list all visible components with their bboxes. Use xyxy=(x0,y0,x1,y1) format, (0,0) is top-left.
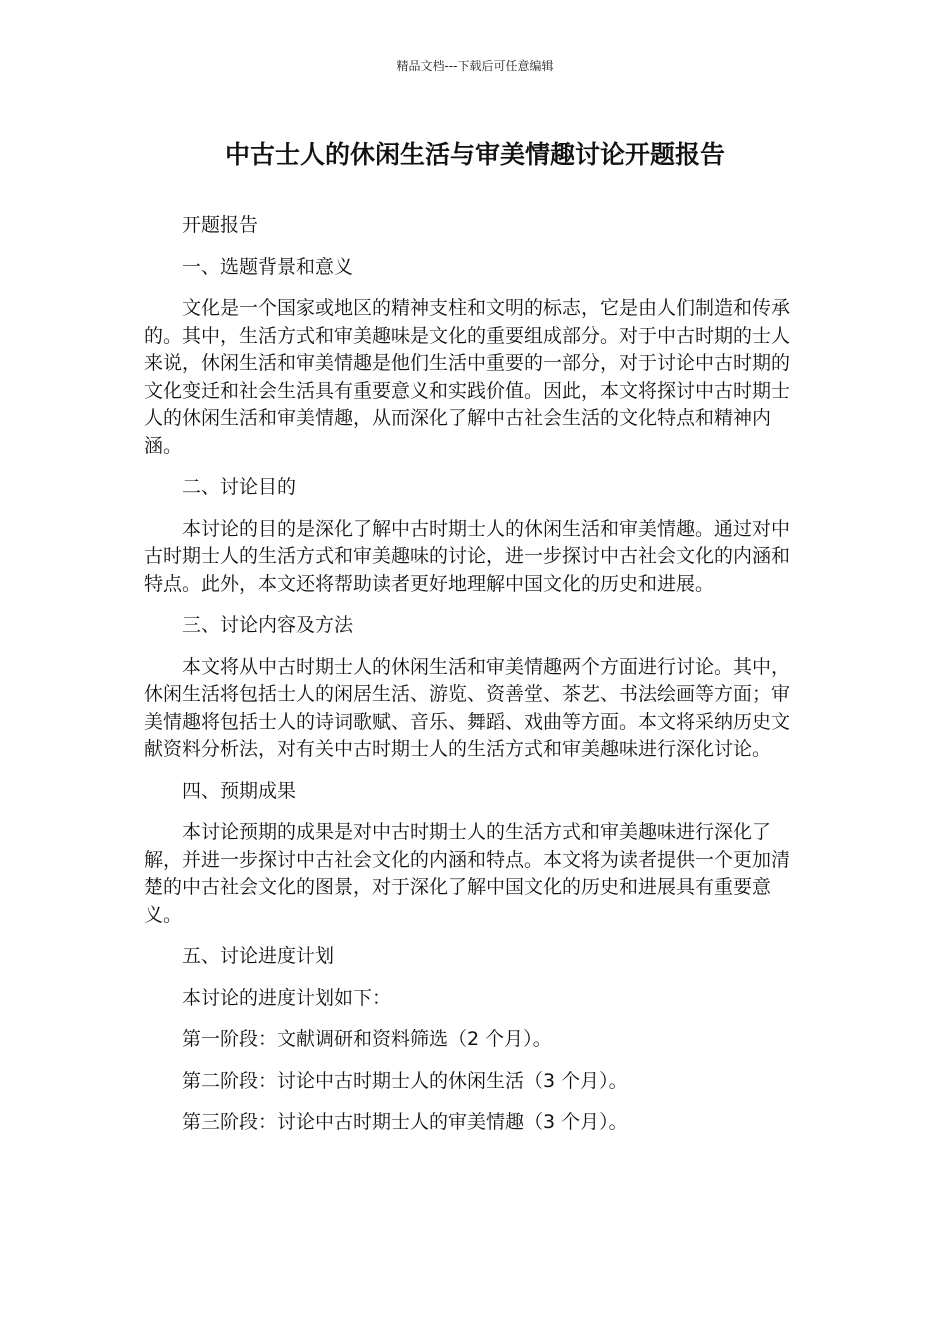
section-heading-purpose: 二、讨论目的 xyxy=(182,476,297,498)
schedule-item: 第三阶段：讨论中古时期士人的审美情趣（3 个月）。 xyxy=(182,1111,628,1133)
section-heading-schedule: 五、讨论进度计划 xyxy=(182,945,335,967)
section-heading-content-method: 三、讨论内容及方法 xyxy=(182,614,354,636)
section-heading-background: 一、选题背景和意义 xyxy=(182,255,354,278)
section-heading-expected-results: 四、预期成果 xyxy=(182,779,297,802)
paragraph-expected-results: 本讨论预期的成果是对中古时期士人的生活方式和审美趣味进行深化了解，并进一步探讨中古社会文化的内涵和特点。本文将为读者提供一个更加清楚的中古社会文化的图景，对于深化了解中国文化的历史和进展具有重要意义。 xyxy=(144,821,791,926)
paragraph-purpose: 本讨论的目的是深化了解中古时期士人的休闲生活和审美情趣。通过对中古时期士人的生活方式和审美趣味的讨论，进一步探讨中古社会文化的内涵和特点。此外，本文还将帮助读者更好地理解中国文化的历史和进展。 xyxy=(144,517,791,595)
report-label: 开题报告 xyxy=(182,214,259,236)
paragraph-content-method: 本文将从中古时期士人的休闲生活和审美情趣两个方面进行讨论。其中，休闲生活将包括士人的闲居生活、游览、资善堂、茶艺、书法绘画等方面；审美情趣将包括士人的诗词歌赋、音乐、舞蹈、戏曲等方面。本文将采纳历史文献资料分析法，对有关中古时期士人的生活方式和审美趣味进行深化讨论。 xyxy=(144,655,791,760)
document-body xyxy=(144,212,798,1151)
schedule-item: 第一阶段：文献调研和资料筛选（2 个月）。 xyxy=(182,1028,552,1050)
document-title: 中古士人的休闲生活与审美情趣讨论开题报告 xyxy=(224,140,725,169)
paragraph-background: 文化是一个国家或地区的精神支柱和文明的标志，它是由人们制造和传承的。其中，生活方式和审美趣味是文化的重要组成部分。对于中古时期的士人来说，休闲生活和审美情趣是他们生活中重要的一部分，对于讨论中古时期的文化变迁和社会生活具有重要意义和实践价值。因此，本文将探讨中古时期士人的休闲生活和审美情趣，从而深化了解中古社会生活的文化特点和精神内涵。 xyxy=(144,297,791,457)
schedule-intro: 本讨论的进度计划如下： xyxy=(182,986,392,1009)
schedule-item: 第二阶段：讨论中古时期士人的休闲生活（3 个月）。 xyxy=(182,1069,628,1092)
header-note: 精品文档---下载后可任意编辑 xyxy=(396,59,554,73)
